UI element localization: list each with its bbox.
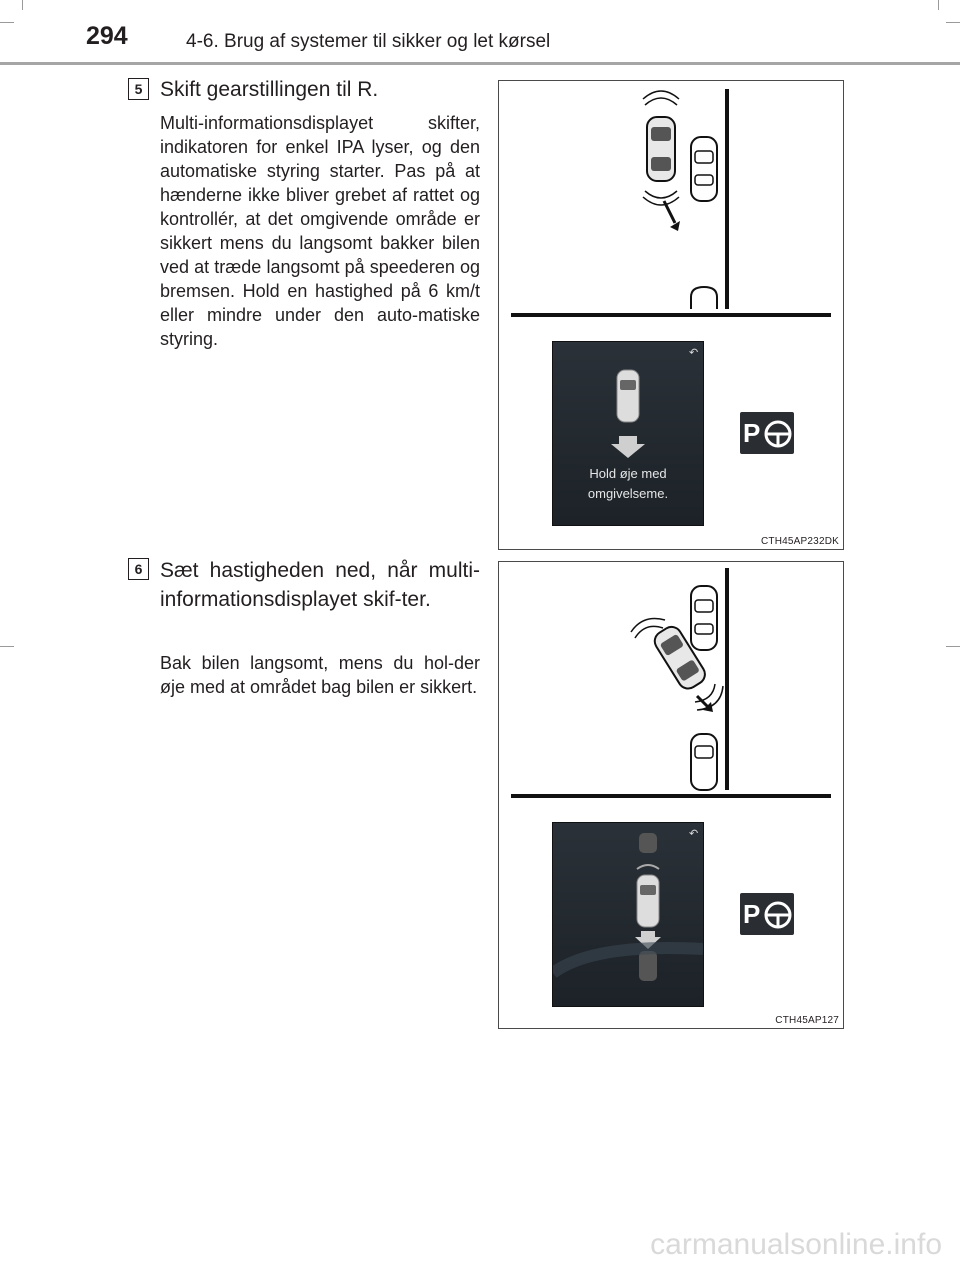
page-number: 294: [86, 22, 128, 50]
step-6-title: Sæt hastigheden ned, når multi-informationsdisplayet skif-ter.: [160, 559, 480, 611]
display-parked-car-icon: [639, 833, 657, 853]
chapter-title: 4-6. Brug af systemer til sikker og let kørsel: [186, 31, 551, 52]
crop-mark: [0, 646, 14, 647]
parking-diagram: [499, 562, 843, 812]
simple-ipa-indicator-icon: [740, 893, 794, 935]
step-5-title: Skift gearstillingen til R.: [160, 78, 379, 101]
crop-mark: [946, 646, 960, 647]
parked-car-icon: [691, 586, 717, 650]
display-car-icon: [617, 370, 639, 422]
parked-car-icon: [691, 734, 717, 790]
multi-info-display: [552, 341, 704, 526]
display-message-line1: Hold øje med: [589, 466, 667, 481]
watermark: carmanualsonline.info: [650, 1228, 942, 1261]
steering-p-icon: [740, 412, 794, 454]
parked-car-rear-icon: [691, 287, 717, 309]
svg-text:P: P: [743, 899, 761, 929]
reverse-arrow-icon: [664, 201, 675, 223]
simple-ipa-indicator-icon: [740, 412, 794, 454]
step-number-6: 6: [128, 558, 149, 580]
step-5-body: Multi-informationsdisplayet skifter, indikatoren for enkel IPA lyser, og den automatiske styring starter. Pas på at hænderne ikke bliver grebet af rattet og kontrollér, at det omgivende område er sikkert mens du langsomt bakker bilen ved at træde langsomt på speederen og bremsen. Hold en hastighed på 6 km/t eller mindre under den auto-matiske styring.: [160, 113, 480, 349]
display-graphic: [553, 823, 703, 1006]
header-rule: [0, 62, 960, 65]
parked-car-icon: [691, 137, 717, 201]
display-graphic: [553, 342, 703, 462]
parking-diagram: [499, 81, 843, 331]
figure-step-5: [498, 80, 844, 550]
display-parked-car-icon: [639, 951, 657, 981]
return-icon: ↶: [689, 827, 699, 840]
step-6-body: Bak bilen langsomt, mens du hol-der øje med at området bag bilen er sikkert.: [160, 653, 480, 697]
figure-step-6: [498, 561, 844, 1029]
steering-p-icon: [740, 893, 794, 935]
display-message-line2: omgivelseme.: [587, 486, 669, 501]
display-car-icon: [637, 875, 659, 927]
svg-text:P: P: [743, 418, 761, 448]
figure-code: CTH45AP232DK: [761, 536, 839, 547]
figure-code: CTH45AP127: [775, 1015, 839, 1026]
sensor-wave-icon: [643, 191, 679, 205]
page-header: [0, 0, 960, 64]
multi-info-display: [552, 822, 704, 1007]
sensor-wave-icon: [637, 865, 659, 869]
sensor-wave-icon: [643, 91, 679, 105]
guide-line: [553, 948, 703, 973]
step-number-5: 5: [128, 78, 149, 100]
return-icon: ↶: [689, 346, 699, 359]
arrow-down-icon: [611, 436, 645, 458]
own-car-icon: [647, 117, 675, 181]
